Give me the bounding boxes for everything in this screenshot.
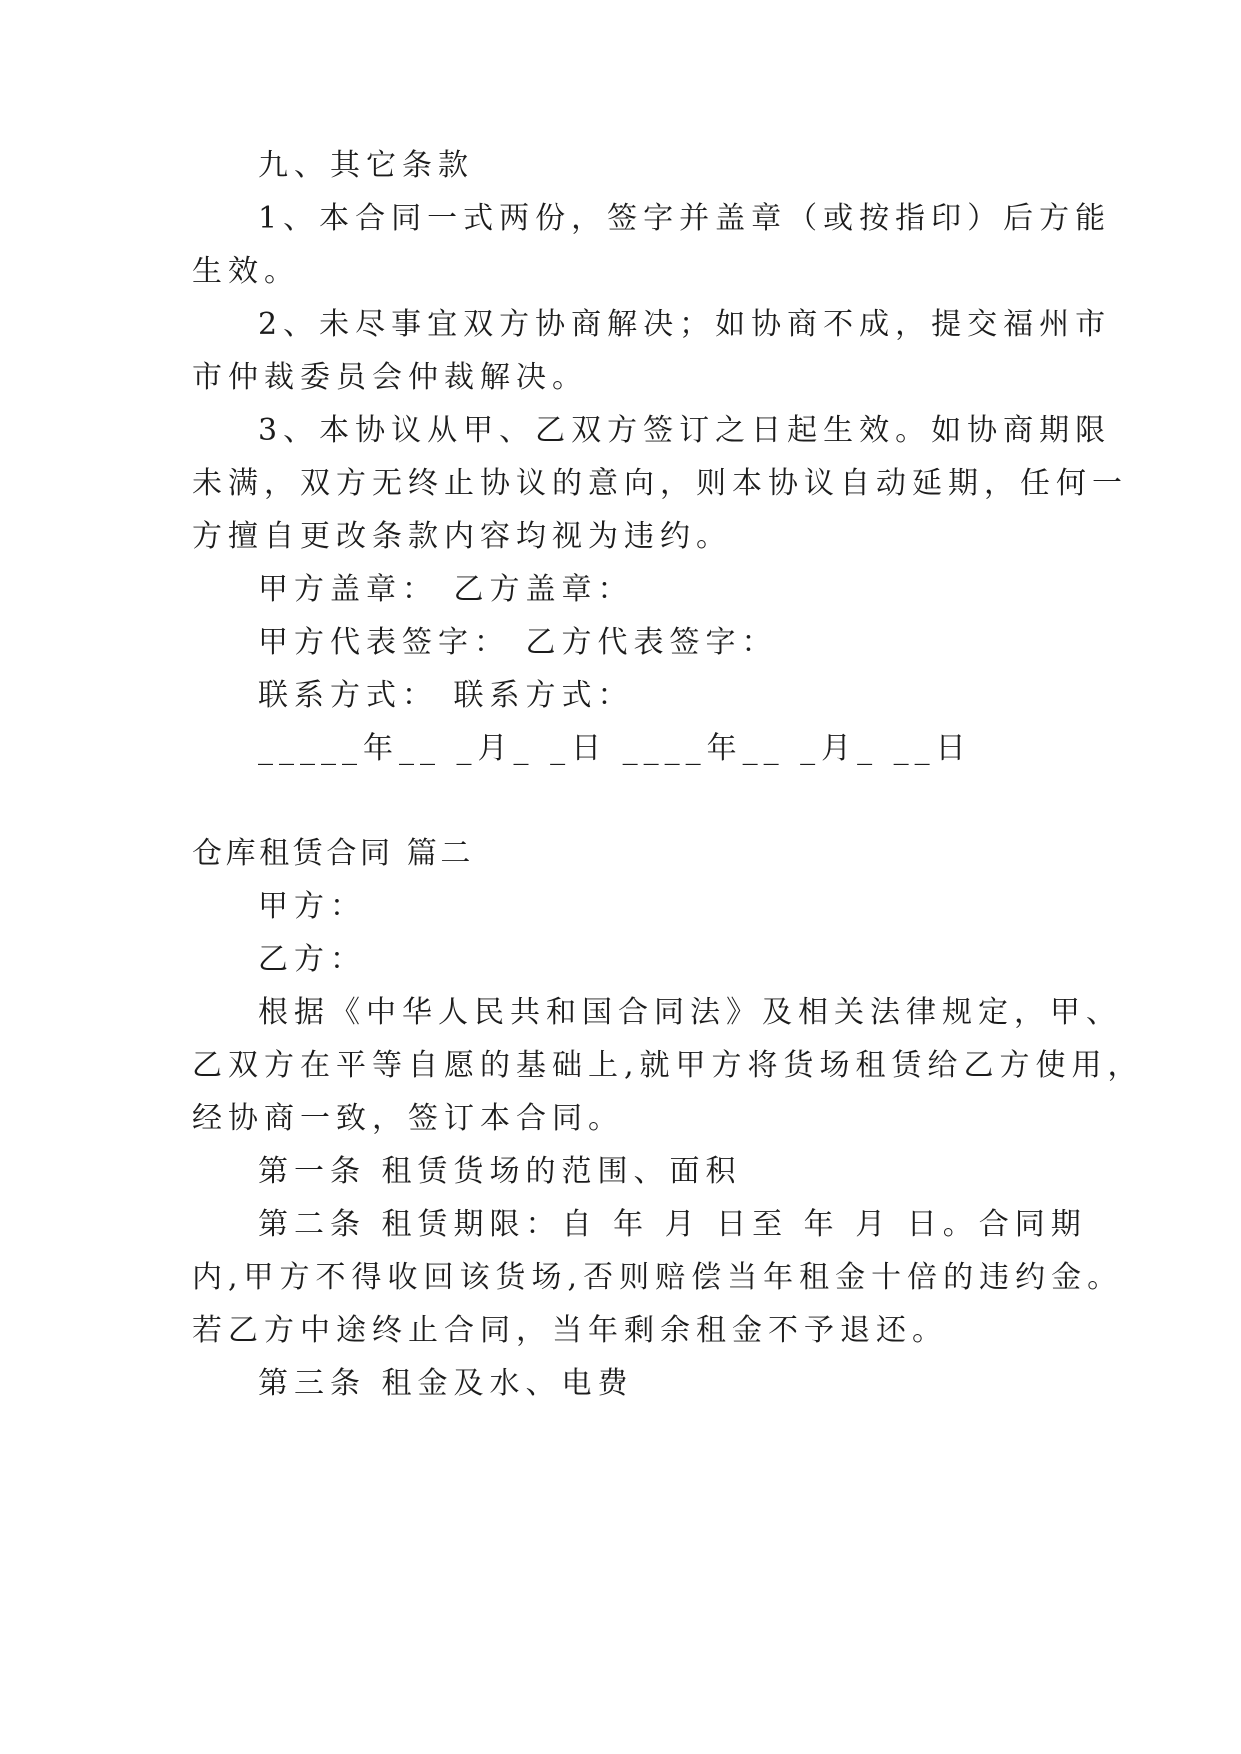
date-line: _____年__ _月_ _日 ____年__ _月_ __日 <box>258 731 972 766</box>
clause-1-line-1: 1、本合同一式两份，签字并盖章（或按指印）后方能 <box>258 201 1112 236</box>
article-2-line-2: 内,甲方不得收回该货场,否则赔偿当年租金十倍的违约金。 <box>192 1260 1124 1295</box>
clause-2-line-1: 2、未尽事宜双方协商解决；如协商不成，提交福州市 <box>258 307 1112 342</box>
article-1: 第一条 租赁货场的范围、面积 <box>258 1154 742 1189</box>
clause-3-line-2: 未满，双方无终止协议的意向，则本协议自动延期，任何一 <box>192 466 1128 501</box>
article-2-line-3: 若乙方中途终止合同，当年剩余租金不予退还。 <box>192 1313 948 1348</box>
section-heading-other-terms: 九、其它条款 <box>258 148 474 183</box>
clause-3-line-1: 3、本协议从甲、乙双方签订之日起生效。如协商期限 <box>258 413 1112 448</box>
preamble-line-1: 根据《中华人民共和国合同法》及相关法律规定，甲、 <box>258 995 1122 1030</box>
article-2-line-1: 第二条 租赁期限：自 年 月 日至 年 月 日。合同期 <box>258 1207 1087 1242</box>
party-b-line: 乙方： <box>258 942 366 977</box>
clause-3-line-3: 方擅自更改条款内容均视为违约。 <box>192 519 732 554</box>
preamble-line-2: 乙双方在平等自愿的基础上,就甲方将货场租赁给乙方使用， <box>192 1048 1144 1083</box>
seal-line: 甲方盖章： 乙方盖章： <box>258 572 634 607</box>
preamble-line-3: 经协商一致，签订本合同。 <box>192 1101 624 1136</box>
clause-2-line-2: 市仲裁委员会仲裁解决。 <box>192 360 588 395</box>
representative-signature-line: 甲方代表签字： 乙方代表签字： <box>258 625 778 660</box>
contact-line: 联系方式： 联系方式： <box>258 678 634 713</box>
party-a-line: 甲方： <box>258 889 366 924</box>
clause-1-line-2: 生效。 <box>192 254 300 289</box>
contract-title: 仓库租赁合同 篇二 <box>192 836 474 871</box>
article-3: 第三条 租金及水、电费 <box>258 1366 634 1401</box>
